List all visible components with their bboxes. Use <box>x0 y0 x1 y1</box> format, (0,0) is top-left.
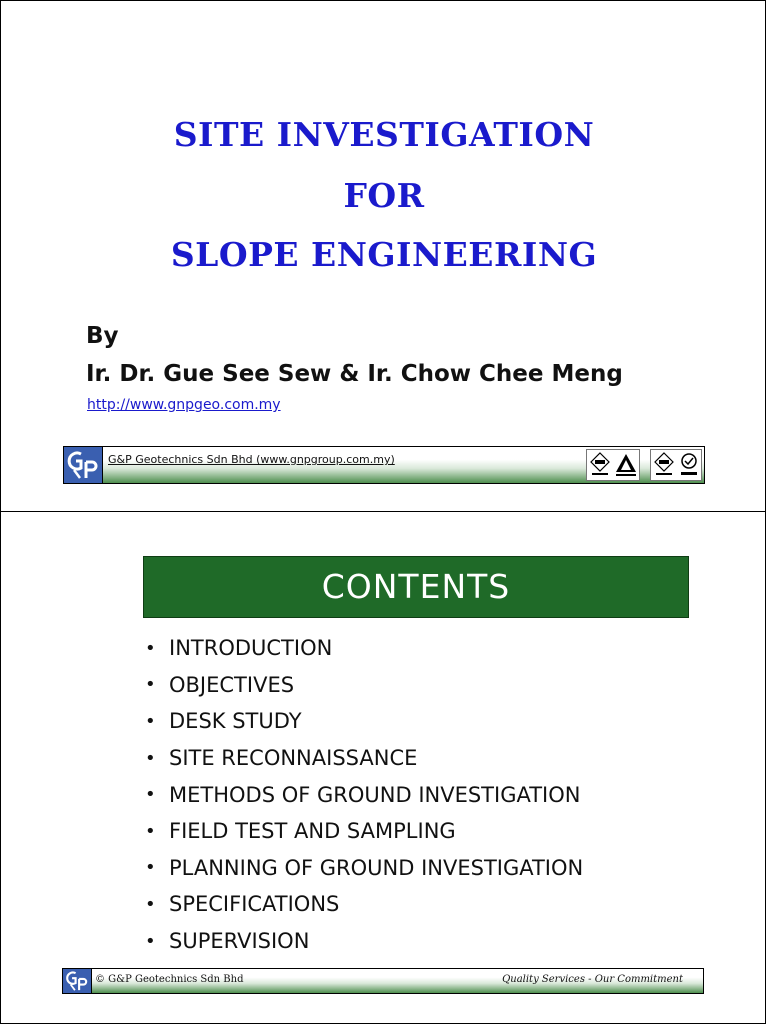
list-item-text: SITE RECONNAISSANCE <box>169 746 418 771</box>
bullet: • <box>145 710 156 732</box>
bullet: • <box>145 784 156 806</box>
list-item-text: DESK STUDY <box>169 709 302 734</box>
bullet: • <box>145 747 156 769</box>
tagline: Quality Services - Our Commitment <box>502 974 683 985</box>
bullet: • <box>145 820 156 842</box>
by-label: By <box>86 323 119 349</box>
slide-footer <box>63 446 705 484</box>
title-line-2: FOR <box>343 176 425 215</box>
certification-mark-icon <box>650 449 702 481</box>
title-slide <box>0 0 766 512</box>
authors: Ir. Dr. Gue See Sew & Ir. Chow Chee Meng <box>86 361 623 387</box>
company-footer-text: G&P Geotechnics Sdn Bhd (www.gnpgroup.com.my) <box>108 453 395 466</box>
list-item-text: FIELD TEST AND SAMPLING <box>169 819 456 844</box>
website-link[interactable]: http://www.gnpgeo.com.my <box>87 397 281 413</box>
list-item <box>145 923 583 960</box>
list-item-text: SPECIFICATIONS <box>169 892 340 917</box>
list-item <box>145 776 583 813</box>
title-line-3: SLOPE ENGINEERING <box>170 235 598 274</box>
contents-list <box>145 630 583 959</box>
list-item-text: PLANNING OF GROUND INVESTIGATION <box>169 855 584 880</box>
copyright-text: © G&P Geotechnics Sdn Bhd <box>95 974 244 985</box>
bullet: • <box>145 637 156 659</box>
list-item <box>145 630 583 667</box>
list-item-text: INTRODUCTION <box>169 636 333 661</box>
list-item-text: METHODS OF GROUND INVESTIGATION <box>169 782 581 807</box>
list-item-text: SUPERVISION <box>169 929 310 954</box>
list-item <box>145 850 583 887</box>
slide-footer <box>62 968 704 994</box>
gp-logo-icon <box>64 447 103 483</box>
gp-logo-icon <box>63 969 92 993</box>
bullet: • <box>145 893 156 915</box>
contents-heading: CONTENTS <box>143 556 689 618</box>
list-item <box>145 886 583 923</box>
list-item <box>145 703 583 740</box>
certification-mark-icon <box>586 449 640 481</box>
bullet: • <box>145 930 156 952</box>
list-item <box>145 740 583 777</box>
list-item <box>145 813 583 850</box>
title-line-1: SITE INVESTIGATION <box>173 115 595 154</box>
list-item-text: OBJECTIVES <box>169 672 295 697</box>
list-item <box>145 667 583 704</box>
bullet: • <box>145 674 156 696</box>
bullet: • <box>145 857 156 879</box>
